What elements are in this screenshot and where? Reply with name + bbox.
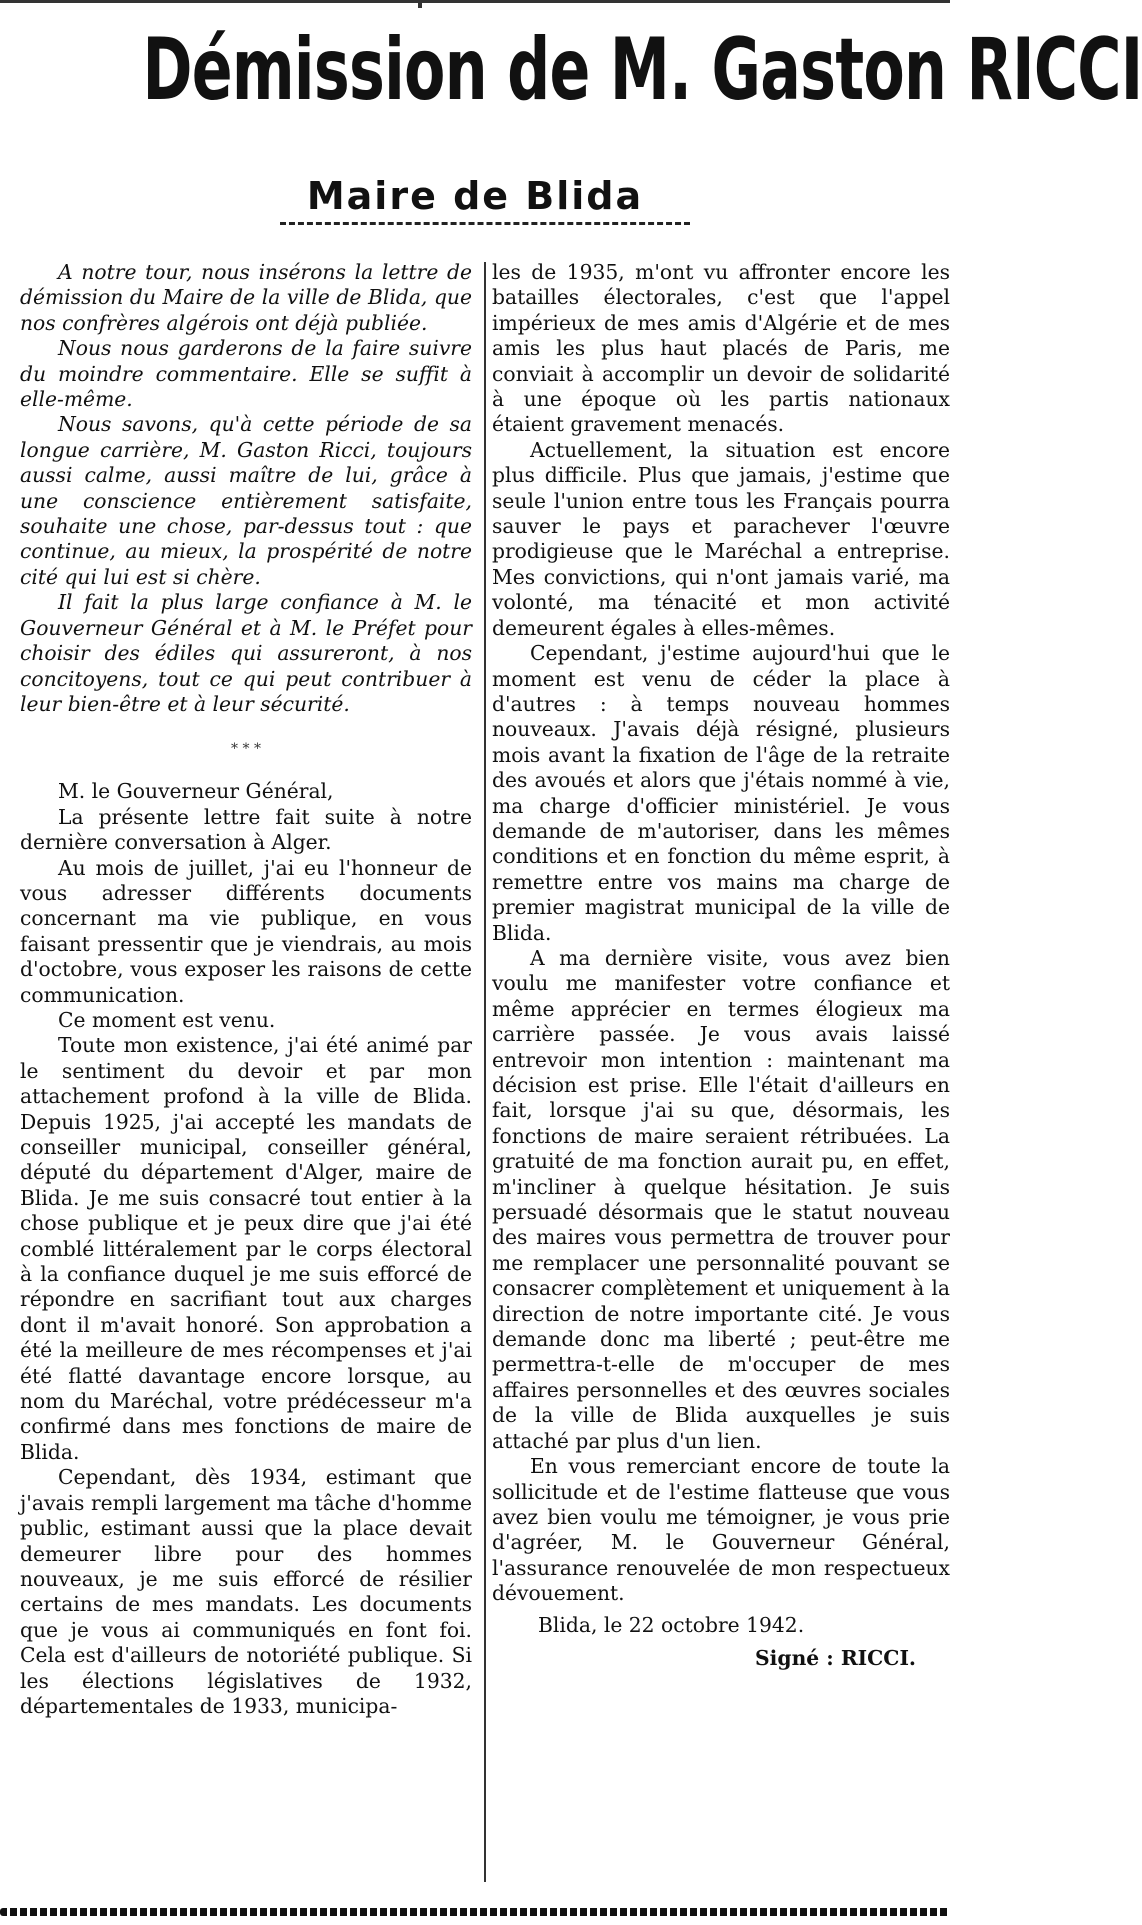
letter-place-date: Blida, le 22 octobre 1942. [538, 1612, 805, 1637]
intro-paragraph: A notre tour, nous insérons la lettre de démission du Maire de la ville de Blida, que nos confrères algérois ont déjà publiée. [20, 260, 472, 335]
letter-paragraph-continued: les de 1935, m'ont vu affronter encore les batailles électorales, c'est que l'appel impérieux de mes amis d'Algérie et de mes amis les plus haut placés de Paris, me conviait à accomplir un devoir de solidarité à une époque où les partis nationaux étaient gravement menacés. [492, 260, 950, 437]
letter-paragraph: Actuellement, la situation est encore plus difficile. Plus que jamais, j'estime que seule l'union entre tous les Français pourra sauver le pays et parachever l'œuvre prodigieuse que le Maréchal a entreprise. Mes convictions, qui n'ont jamais varié, ma volonté, ma ténacité et mon activité demeurent égales à elles-mêmes. [492, 437, 950, 640]
letter-signature: Signé : RICCI. [755, 1645, 916, 1670]
intro-paragraph: Nous nous garderons de la faire suivre du moindre commentaire. Elle se suffit à elle-même. [20, 336, 472, 412]
letter-paragraph: En vous remerciant encore de toute la sollicitude et de l'estime flatteuse que vous avez bien voulu me témoigner, je vous prie d'agréer, M. le Gouverneur Général, l'assurance renouvelée de mon respectueux dévouement. [492, 1454, 950, 1606]
headline-subtitle: Maire de Blida [306, 174, 644, 218]
letter-paragraph: La présente lettre fait suite à notre dernière conversation à Alger. [20, 804, 472, 855]
letter-paragraph: Au mois de juillet, j'ai eu l'honneur de vous adresser différents documents concernant ma vie publique, en vous faisant pressentir que je viendrais, au mois d'octobre, vous exposer les raisons de cette communication. [20, 855, 472, 1007]
right-column [492, 260, 950, 1671]
asterism-separator: * * * [231, 741, 261, 758]
headline-title: Démission de M. Gaston RICCI [142, 20, 1142, 120]
left-column [20, 260, 472, 1719]
column-divider [484, 262, 486, 1882]
intro-paragraph: Nous savons, qu'à cette période de sa longue carrière, M. Gaston Ricci, toujours aussi calme, aussi maître de lui, grâce à une conscience entièrement satisfaite, souhaite une chose, par-dessus tout : que continue, au mieux, la prospérité de notre cité qui lui est si chère. [20, 412, 472, 589]
letter-salutation: M. le Gouverneur Général, [58, 779, 334, 804]
letter-paragraph: Cependant, j'estime aujourd'hui que le moment est venu de céder la place à d'autres : à temps nouveau hommes nouveaux. J'avais déjà résigné, plusieurs mois avant la fixation de l'âge de la retraite des avoués et alors que j'étais nommé à vie, ma charge d'officier ministériel. Je vous demande de m'autoriser, dans les mêmes conditions et en fonction du même esprit, à remettre entre vos mains ma charge de premier magistrat municipal de la ville de Blida. [492, 641, 950, 945]
headline-dashed-rule [280, 222, 690, 225]
top-rule [0, 0, 950, 3]
letter-paragraph: Cependant, dès 1934, estimant que j'avais rempli largement ma tâche d'homme public, estimant aussi que la place devait demeurer libre pour des hommes nouveaux, je me suis efforcé de résilier certains de mes mandats. Les documents que je vous ai communiqués en font foi. Cela est d'ailleurs de notoriété publique. Si les élections législatives de 1932, départementales de 1933, municipa- [20, 1465, 472, 1718]
letter-paragraph: Toute mon existence, j'ai été animé par le sentiment du devoir et par mon attachement profond à la ville de Blida. Depuis 1925, j'ai accepté les mandats de conseiller municipal, conseiller général, député du département d'Alger, maire de Blida. Je me suis consacré tout entier à la chose publique et je peux dire que j'ai été comblé littéralement par le corps électoral à la confiance duquel je me suis efforcé de répondre en sacrifiant tout aux charges dont il m'avait honoré. Son approbation a été la meilleure de mes récompenses et j'ai été flatté davantage encore lorsque, au nom du Maréchal, votre prédécesseur m'a confirmé dans mes fonctions de maire de Blida. [20, 1033, 472, 1464]
letter-paragraph: Ce moment est venu. [58, 1007, 276, 1032]
intro-block [20, 260, 472, 717]
top-rule-mark [418, 0, 422, 8]
letter-paragraph: A ma dernière visite, vous avez bien voulu me manifester votre confiance et même apprécier en termes élogieux ma carrière passée. Je vous avais laissé entrevoir mon intention : maintenant ma décision est prise. Elle l'était d'ailleurs en fait, lorsque j'ai su que, désormais, les fonctions de maire seraient rétribuées. La gratuité de ma fonction aurait pu, en effet, m'incliner à quelque hésitation. Je suis persuadé désormais que le statut nouveau des maires vous permettra de trouver pour me remplacer une personnalité pouvant se consacrer complètement et uniquement à la direction de notre importante cité. Je vous demande donc ma liberté ; peut-être me permettra-t-elle de m'occuper de mes affaires personnelles et des œuvres sociales de la ville de Blida auxquelles je suis attaché par plus d'un lien. [492, 945, 950, 1453]
intro-paragraph: Il fait la plus large confiance à M. le Gouverneur Général et à M. le Préfet pour choisir des édiles qui assureront, à nos concitoyens, tout ce qui peut contribuer à leur bien-être et à leur sécurité. [20, 590, 472, 716]
bottom-decorative-border [0, 1908, 950, 1916]
